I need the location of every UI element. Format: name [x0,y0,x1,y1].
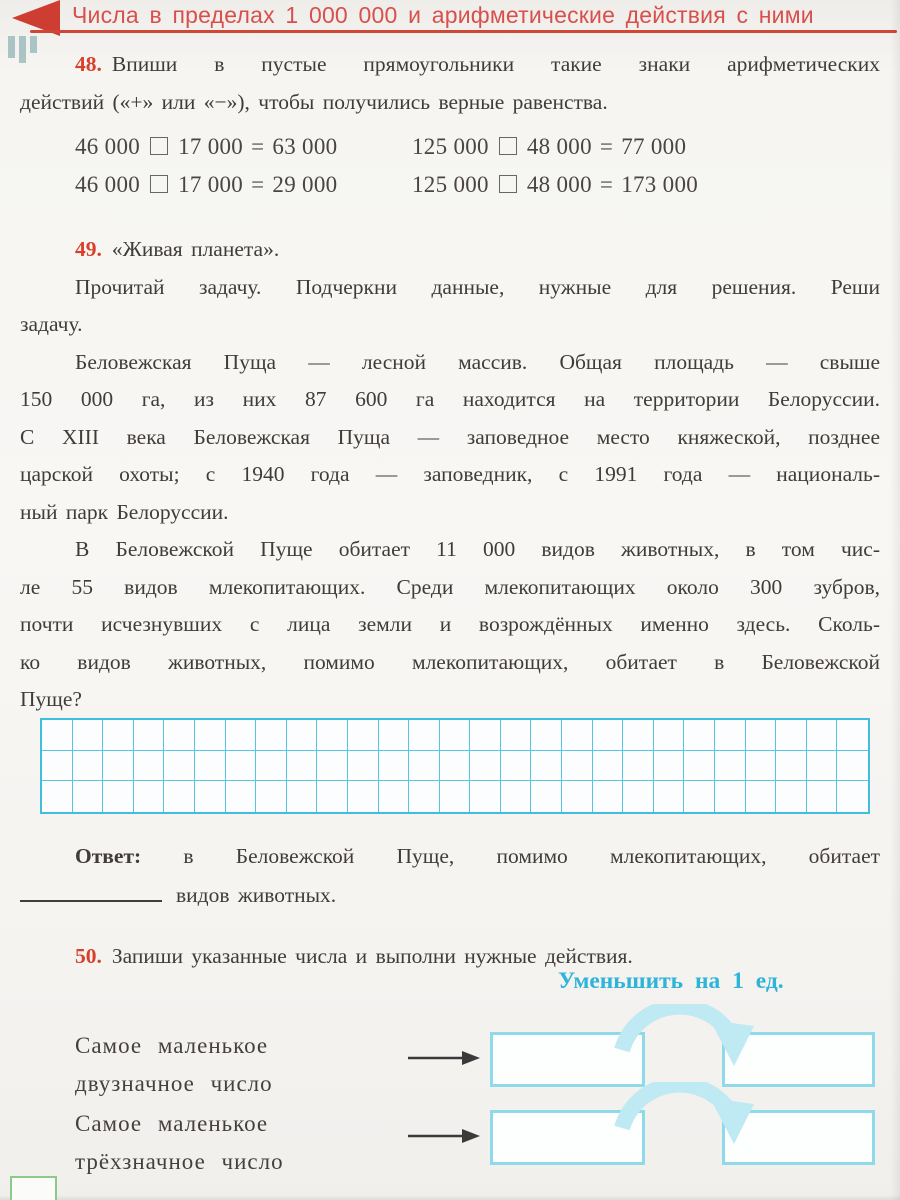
grid-cell [562,781,593,812]
grid-cell [531,781,562,812]
task-49-line: В Беловежской Пуще обитает 11 000 видов животных, в том чис- [75,537,880,561]
grid-cell [501,720,532,751]
operand: 46 000 [75,134,141,159]
grid-cell [195,781,226,812]
grid-cell [470,751,501,782]
right-arrow-icon [408,1128,480,1144]
grid-cell [501,751,532,782]
grid-cell [746,751,777,782]
grid-cell [715,751,746,782]
grid-cell [562,751,593,782]
grid-cell [684,720,715,751]
page-corner-box [10,1176,57,1200]
operand: 17 000 [178,172,244,197]
grid-cell [470,781,501,812]
grid-cell [134,751,165,782]
header-underline [30,30,897,33]
grid-cell [531,751,562,782]
task-49-line: 150 000 га, из них 87 600 га находится на территории Белоруссии. [20,387,880,411]
equals-sign: = [599,134,614,159]
task-49-title-line [20,231,880,269]
grid-cell [256,781,287,812]
task-49-line: Беловежская Пуща — лесной массив. Общая площадь — свыше [75,349,880,374]
answer-line-2 [20,876,880,914]
grid-cell [593,781,624,812]
grid-cell [837,720,868,751]
equals-sign: = [599,172,614,197]
grid-cell [226,720,257,751]
task-50-number: 50. [75,944,102,968]
grid-cell [195,720,226,751]
task-48-line [20,46,880,84]
task-49-line: царской охоты; с 1940 года — заповедник, с 1991 года — националь- [20,462,880,486]
grid-cell [531,720,562,751]
row1-label-line1: Самое маленькое [75,1033,269,1058]
grid-cell [746,720,777,751]
grid-cell [73,720,104,751]
task-50-text: Запиши указанные числа и выполни нужные действия. [111,944,633,968]
task-49 [20,231,880,719]
equations-group [20,134,880,214]
grid-cell [593,720,624,751]
equation [412,172,698,198]
task-49-line: ко видов животных, помимо млекопитающих, обитает в Беловежской [20,649,880,674]
grid-cell [42,781,73,812]
grid-cell [103,751,134,782]
row2-label-line1: Самое маленькое [75,1111,269,1136]
grid-cell [287,781,318,812]
grid-cell [103,720,134,751]
row1-label-line2: двузначное число [75,1071,273,1096]
grid-cell [226,751,257,782]
grid-cell [440,781,471,812]
task-48-text: действий («+» или «−»), чтобы получились верные равенства. [20,89,608,114]
grid-cell [807,751,838,782]
grid-cell [470,720,501,751]
grid-cell [776,751,807,782]
result: 77 000 [621,134,687,159]
task-48-line [20,84,880,122]
curved-arrow-icon [608,1004,768,1082]
grid-cell [715,720,746,751]
grid-cell [409,751,440,782]
row2-label-line2: трёхзначное число [75,1149,284,1174]
grid-cell [348,751,379,782]
grid-cell [42,751,73,782]
grid-cell [776,720,807,751]
grid-cell [593,751,624,782]
grid-cell [562,720,593,751]
grid-cell [134,720,165,751]
grid-cell [379,751,410,782]
result: 173 000 [621,172,699,197]
equals-sign: = [251,172,265,197]
answer-suffix: видов животных. [176,882,337,907]
operation-sign-box[interactable] [150,175,168,193]
answer-block [20,838,880,913]
operation-sign-box[interactable] [150,137,168,155]
grid-cell [654,751,685,782]
result: 63 000 [272,134,338,159]
grid-cell [837,751,868,782]
task-49-line: ле 55 видов млекопитающих. Среди млекопитающих около 300 зубров, [20,574,880,599]
grid-cell [746,781,777,812]
grid-cell [226,781,257,812]
task-48 [20,46,880,121]
task-49-line: ный парк Белоруссии. [20,499,229,524]
grid-cell [195,751,226,782]
grid-cell [837,781,868,812]
grid-cell [440,720,471,751]
task-49-line: С XIII века Беловежская Пуща — заповедное место княжеской, позднее [20,424,880,449]
grid-cell [623,781,654,812]
equation [75,134,337,160]
operand: 17 000 [178,134,244,159]
chapter-title: Числа в пределах 1 000 000 и арифметические действия с ними [72,2,814,28]
operation-label: Уменьшить на 1 ед. [558,968,784,994]
task-49-line: Прочитай задачу. Подчеркни данные, нужные для решения. Реши [75,274,880,299]
grid-cell [623,751,654,782]
grid-cell [103,781,134,812]
task-49-line: задачу. [20,312,83,336]
answer-label: Ответ: [75,844,142,868]
grid-cell [287,720,318,751]
grid-cell [287,751,318,782]
grid-cell [409,781,440,812]
grid-cell [317,720,348,751]
task-48-number: 48. [75,52,102,76]
task-48-text: Впиши в пустые прямоугольники такие знаки арифметических [111,52,880,76]
grid-cell [623,720,654,751]
equals-sign: = [251,134,265,159]
operand: 48 000 [526,134,592,159]
operand: 48 000 [526,172,592,197]
equation [412,134,686,160]
grid-cell [654,720,685,751]
grid-cell [715,781,746,812]
grid-cell [379,781,410,812]
grid-cell [348,781,379,812]
answer-line-1 [20,838,880,876]
answer-blank-field[interactable] [20,876,162,902]
grid-cell [164,751,195,782]
grid-cell [501,781,532,812]
task-49-line: Пуще? [20,687,82,711]
grid-cell [164,781,195,812]
grid-cell [409,720,440,751]
task-49-title: «Живая планета». [111,237,280,261]
curved-arrow-icon [608,1082,768,1160]
grid-cell [256,720,287,751]
task-49-line: почти исчезнувших с лица земли и возрождённых именно здесь. Сколь- [20,612,880,636]
task-49-number: 49. [75,237,102,261]
grid-cell [440,751,471,782]
grid-cell [73,781,104,812]
grid-cell [317,751,348,782]
grid-cell [654,781,685,812]
operand: 125 000 [412,172,489,197]
right-arrow-icon [408,1050,480,1066]
result: 29 000 [272,172,338,197]
grid-cell [348,720,379,751]
grid-cell [73,751,104,782]
equation [75,172,337,198]
answer-text: в Беловежской Пуще, помимо млекопитающих, обитает [183,844,880,868]
grid-cell [807,720,838,751]
grid-cell [134,781,165,812]
operand: 46 000 [75,172,141,197]
grid-cell [684,781,715,812]
grid-cell [379,720,410,751]
operation-sign-box[interactable] [499,137,517,155]
answer-grid[interactable] [40,718,870,814]
grid-cell [256,751,287,782]
grid-cell [42,720,73,751]
grid-cell [164,720,195,751]
operation-sign-box[interactable] [499,175,517,193]
grid-cell [807,781,838,812]
grid-cell [684,751,715,782]
operand: 125 000 [412,134,489,159]
grid-cell [317,781,348,812]
grid-cell [776,781,807,812]
